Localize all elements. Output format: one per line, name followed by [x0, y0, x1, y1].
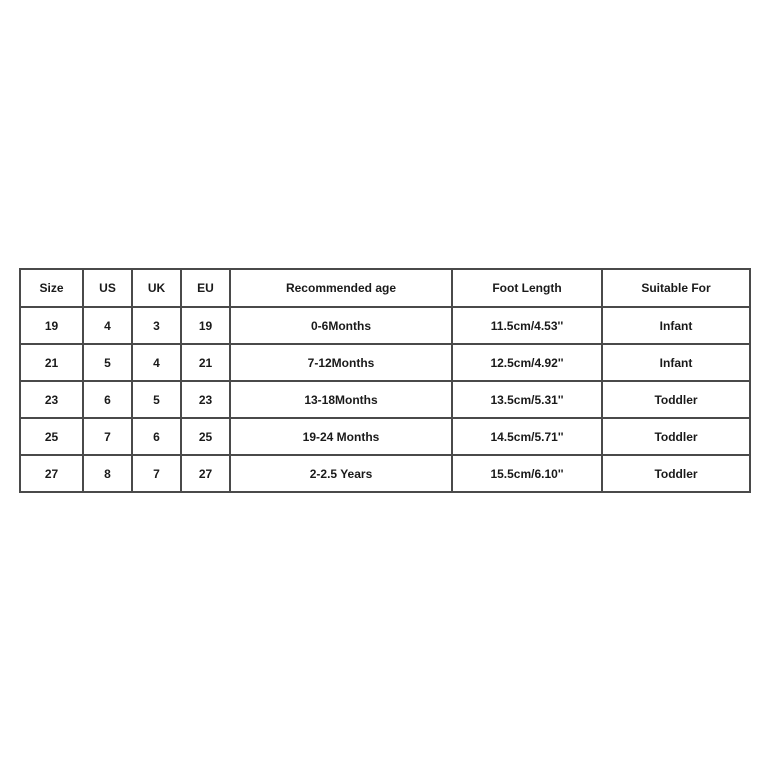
cell-size: 19	[20, 307, 83, 344]
cell-us: 4	[83, 307, 132, 344]
header-foot-length: Foot Length	[452, 269, 602, 307]
cell-eu: 27	[181, 455, 230, 492]
table-row	[20, 307, 750, 344]
cell-eu: 19	[181, 307, 230, 344]
header-row	[20, 269, 750, 307]
size-chart-table	[19, 268, 751, 493]
cell-uk: 5	[132, 381, 181, 418]
cell-eu: 21	[181, 344, 230, 381]
cell-foot-length: 12.5cm/4.92''	[452, 344, 602, 381]
cell-foot-length: 14.5cm/5.71''	[452, 418, 602, 455]
header-us: US	[83, 269, 132, 307]
cell-size: 21	[20, 344, 83, 381]
cell-size: 25	[20, 418, 83, 455]
cell-suitable-for: Toddler	[602, 455, 750, 492]
cell-suitable-for: Infant	[602, 344, 750, 381]
cell-uk: 7	[132, 455, 181, 492]
table-row	[20, 344, 750, 381]
cell-suitable-for: Toddler	[602, 381, 750, 418]
cell-us: 5	[83, 344, 132, 381]
cell-suitable-for: Infant	[602, 307, 750, 344]
cell-uk: 6	[132, 418, 181, 455]
header-suitable-for: Suitable For	[602, 269, 750, 307]
cell-foot-length: 15.5cm/6.10''	[452, 455, 602, 492]
table-row	[20, 381, 750, 418]
cell-recommended-age: 2-2.5 Years	[230, 455, 452, 492]
cell-uk: 4	[132, 344, 181, 381]
cell-foot-length: 11.5cm/4.53''	[452, 307, 602, 344]
cell-recommended-age: 19-24 Months	[230, 418, 452, 455]
cell-size: 27	[20, 455, 83, 492]
cell-uk: 3	[132, 307, 181, 344]
table-row	[20, 455, 750, 492]
header-eu: EU	[181, 269, 230, 307]
table-row	[20, 418, 750, 455]
header-recommended-age: Recommended age	[230, 269, 452, 307]
cell-us: 8	[83, 455, 132, 492]
header-size: Size	[20, 269, 83, 307]
cell-us: 6	[83, 381, 132, 418]
cell-foot-length: 13.5cm/5.31''	[452, 381, 602, 418]
cell-recommended-age: 7-12Months	[230, 344, 452, 381]
header-uk: UK	[132, 269, 181, 307]
cell-eu: 23	[181, 381, 230, 418]
cell-recommended-age: 0-6Months	[230, 307, 452, 344]
cell-suitable-for: Toddler	[602, 418, 750, 455]
cell-eu: 25	[181, 418, 230, 455]
cell-us: 7	[83, 418, 132, 455]
cell-recommended-age: 13-18Months	[230, 381, 452, 418]
cell-size: 23	[20, 381, 83, 418]
